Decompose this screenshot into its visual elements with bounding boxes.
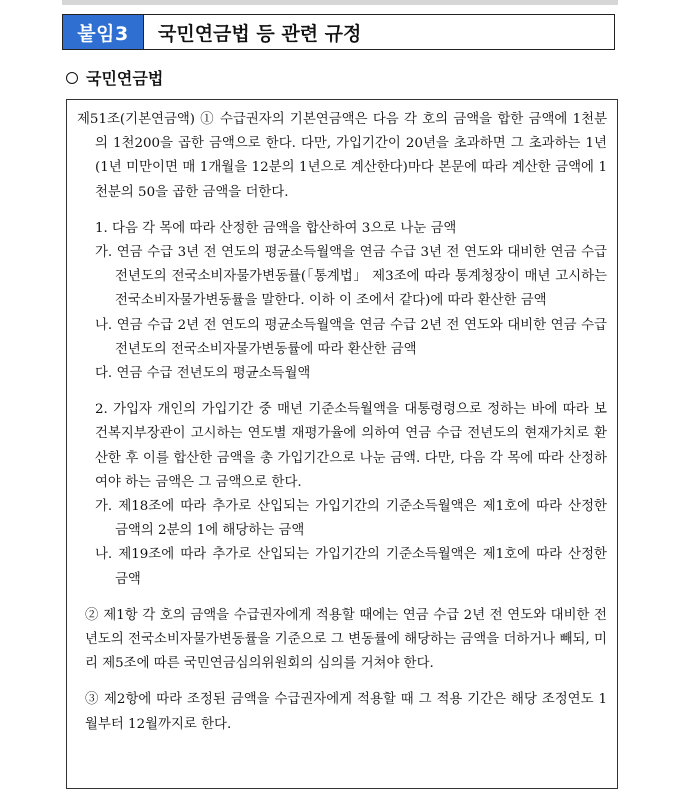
circle-bullet-icon — [66, 72, 78, 84]
attachment-badge: 붙임3 — [63, 15, 143, 49]
item-2: 2. 가입자 개인의 가입기간 중 매년 기준소득월액을 대통령령으로 정하는 바에 따라 보건복지부장관이 고시하는 연도별 재평가율에 의하여 연금 수급 전년도의 현재가치로 환산한 후 이를 합산한 금액을 총 가입기간으로 나눈 금액. 다만, 다음 각 목에 따라 산정하여야 하는 금액은 그 금액으로 한다. — [95, 402, 607, 490]
item-1-b: 나. 연금 수급 2년 전 연도의 평균소득월액을 연금 수급 2년 전 연도와 대비한 연금 수급 전년도의 전국소비자물가변동률에 따라 환산한 금액 — [95, 317, 607, 357]
law-text-box — [66, 99, 618, 789]
paragraph-3: ③ 제2항에 따라 조정된 금액을 수급권자에게 적용할 때 그 적용 기간은 해당 조정연도 1월부터 12월까지로 한다. — [85, 692, 607, 732]
heading-title: 국민연금법 등 관련 규정 — [143, 15, 614, 49]
document-heading — [62, 14, 615, 50]
item-2-b: 나. 제19조에 따라 추가로 산입되는 가입기간의 기준소득월액은 제1호에 따라 산정한 금액 — [95, 547, 607, 587]
item-1: 1. 다음 각 목에 따라 산정한 금액을 합산하여 3으로 나눈 금액 — [95, 220, 457, 236]
top-rule — [62, 0, 618, 5]
section-heading — [66, 66, 163, 89]
item-2-a: 가. 제18조에 따라 추가로 산입되는 가입기간의 기준소득월액은 제1호에 따라 산정한 금액의 2분의 1에 해당하는 금액 — [95, 499, 607, 539]
section-title: 국민연금법 — [86, 69, 164, 88]
paragraph-2: ② 제1항 각 호의 금액을 수급권자에게 적용할 때에는 연금 수급 2년 전 연도와 대비한 전년도의 전국소비자물가변동률을 기준으로 그 변동률에 해당하는 금액을 더하거나 빼되, 미리 제5조에 따른 국민연금심의위원회의 심의를 거쳐야 한다. — [85, 607, 607, 672]
item-1-c: 다. 연금 수급 전년도의 평균소득월액 — [95, 366, 311, 382]
article-lead: 제51조(기본연금액) ① 수급권자의 기본연금액은 다음 각 호의 금액을 합한 금액에 1천분의 1천200을 곱한 금액으로 한다. 다만, 가입기간이 20년을 초과하면 그 초과하는 1년(1년 미만이면 매 1개월을 12분의 1년으로 계산한다)마다 본문에 따라 계산한 금액에 1천분의 50을 곱한 금액을 더한다. — [77, 112, 607, 200]
item-1-a: 가. 연금 수급 3년 전 연도의 평균소득월액을 연금 수급 3년 전 연도와 대비한 연금 수급 전년도의 전국소비자물가변동률(「통계법」 제3조에 따라 통계청장이 매년 고시하는 전국소비자물가변동률을 말한다. 이하 이 조에서 같다)에 따라 환산한 금액 — [95, 245, 607, 309]
